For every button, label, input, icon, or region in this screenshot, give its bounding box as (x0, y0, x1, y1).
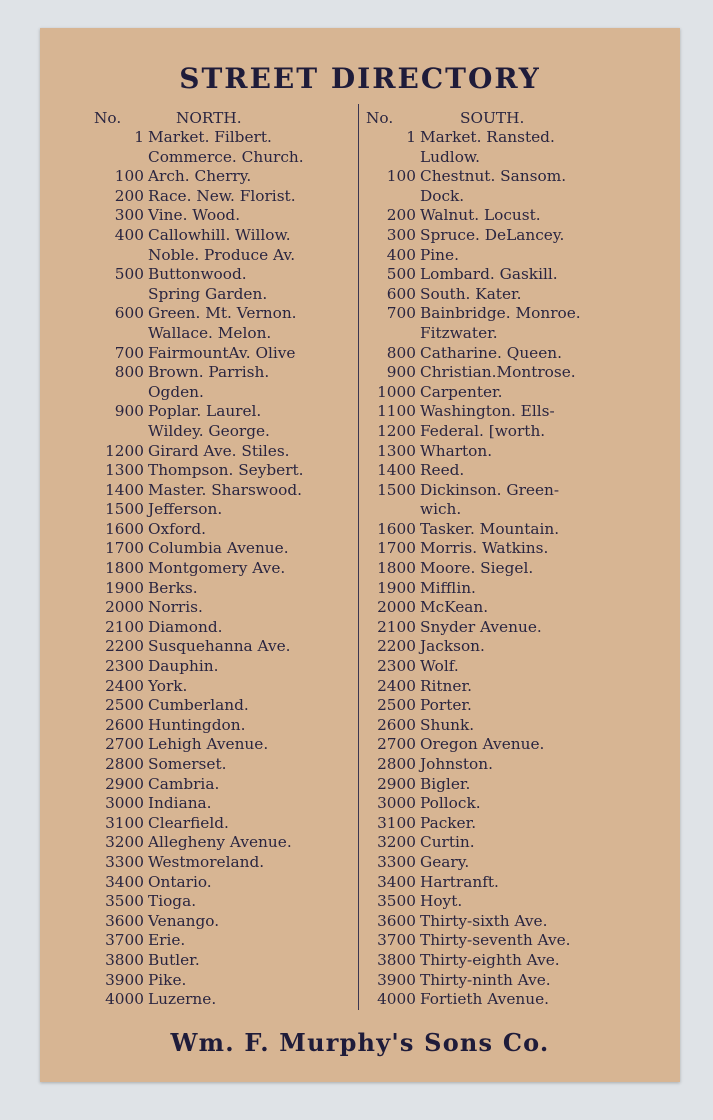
south-rows (366, 128, 676, 1010)
street-names: Thirty-ninth Ave. (420, 970, 551, 989)
block-number: 1500 (105, 500, 144, 519)
table-row (366, 755, 676, 775)
page-title: STREET DIRECTORY (179, 62, 541, 95)
south-no-label: No. (366, 109, 394, 127)
street-names: Market. Ransted. (420, 128, 555, 146)
street-names: Chestnut. Sansom. (420, 167, 567, 186)
table-row (366, 657, 676, 677)
block-number (94, 383, 148, 403)
block-number: 100 (114, 167, 144, 186)
block-number: 2700 (377, 735, 416, 754)
block-number: 600 (114, 304, 144, 323)
street-names: Spring Garden. (148, 284, 268, 303)
street-names: Curtin. (420, 833, 475, 852)
block-number: 3200 (377, 833, 416, 852)
street-names: Washington. Ells- (420, 402, 555, 421)
block-number: 1 (406, 128, 416, 146)
street-names: Shunk. (420, 715, 475, 734)
table-row (366, 990, 676, 1010)
street-names: Christian.Montrose. (420, 363, 576, 382)
street-names: Arch. Cherry. (148, 167, 252, 186)
column-divider (358, 104, 359, 1010)
street-names: Jefferson. (148, 500, 223, 519)
block-number: 300 (114, 206, 144, 225)
block-number: 800 (114, 363, 144, 382)
block-number (94, 324, 148, 344)
street-names: Clearfield. (148, 813, 229, 832)
block-number: 1700 (377, 539, 416, 558)
street-names: Walnut. Locust. (420, 206, 541, 225)
street-names: Girard Ave. Stiles. (148, 441, 290, 460)
block-number: 500 (114, 265, 144, 284)
table-row (366, 461, 676, 481)
table-row (366, 539, 676, 559)
block-number: 3000 (377, 794, 416, 813)
block-number: 3800 (105, 950, 144, 969)
street-names: Ontario. (148, 872, 212, 891)
street-names: Norris. (148, 598, 203, 617)
table-row (366, 892, 676, 912)
street-names: Butler. (148, 950, 200, 969)
street-names: Ritner. (420, 676, 472, 695)
table-row (366, 442, 676, 462)
street-names: Tioga. (148, 892, 197, 911)
block-number (94, 148, 148, 168)
block-number: 2200 (105, 637, 144, 656)
street-names: Somerset. (148, 755, 227, 773)
block-number (366, 324, 420, 344)
street-names: Fitzwater. (420, 323, 498, 342)
street-names: wich. (420, 500, 462, 519)
street-names: Poplar. Laurel. (148, 402, 262, 421)
block-number: 500 (386, 265, 416, 284)
street-names: McKean. (420, 598, 489, 617)
block-number: 2800 (105, 755, 144, 773)
street-names: Luzerne. (148, 990, 217, 1009)
street-names: Federal. [worth. (420, 421, 546, 440)
block-number: 900 (386, 363, 416, 382)
block-number: 700 (386, 304, 416, 323)
block-number: 2600 (377, 715, 416, 734)
street-names: Reed. (420, 461, 465, 480)
table-row (366, 598, 676, 618)
block-number: 400 (386, 245, 416, 264)
block-number: 2500 (377, 696, 416, 715)
table-row (366, 285, 676, 305)
street-names: Catharine. Queen. (420, 343, 562, 362)
block-number: 1800 (105, 559, 144, 578)
north-no-label: No. (94, 109, 122, 127)
block-number: 2200 (377, 637, 416, 656)
block-number: 2100 (377, 617, 416, 636)
table-row (366, 383, 676, 403)
south-header (366, 108, 676, 128)
block-number: 3300 (377, 852, 416, 871)
block-number: 3100 (105, 813, 144, 832)
block-number: 400 (114, 225, 144, 244)
table-row (366, 265, 676, 285)
street-names: Cumberland. (148, 696, 249, 715)
block-number: 3900 (105, 970, 144, 989)
table-row (366, 853, 676, 873)
street-names: South. Kater. (420, 284, 522, 303)
street-names: Geary. (420, 852, 470, 871)
street-names: Carpenter. (420, 382, 503, 401)
table-row (366, 148, 676, 168)
street-names: Ludlow. (420, 147, 481, 166)
table-row (366, 579, 676, 599)
table-row (366, 559, 676, 579)
block-number: 1300 (377, 441, 416, 460)
block-number: 1100 (377, 402, 416, 421)
street-names: Huntingdon. (148, 715, 246, 734)
table-row (366, 951, 676, 971)
block-number: 700 (114, 343, 144, 362)
street-names: Dauphin. (148, 657, 219, 676)
block-number: 3600 (105, 911, 144, 930)
block-number: 1900 (105, 578, 144, 597)
street-names: Ogden. (148, 382, 204, 401)
table-row (366, 873, 676, 893)
street-names: Cambria. (148, 774, 220, 793)
table-row (366, 324, 676, 344)
table-row (366, 422, 676, 442)
block-number: 3400 (105, 872, 144, 891)
south-label: SOUTH. (460, 109, 525, 127)
street-names: Columbia Avenue. (148, 539, 289, 558)
block-number: 2100 (105, 617, 144, 636)
street-names: Brown. Parrish. (148, 363, 270, 382)
block-number: 2000 (377, 598, 416, 617)
block-number: 3800 (377, 950, 416, 969)
street-names: Bainbridge. Monroe. (420, 304, 581, 323)
street-names: Thirty-eighth Ave. (420, 950, 560, 969)
table-row (366, 716, 676, 736)
street-names: Indiana. (148, 794, 212, 813)
table-row (366, 500, 676, 520)
table-row (366, 775, 676, 795)
block-number: 3300 (105, 852, 144, 871)
block-number: 2500 (105, 696, 144, 715)
street-names: Lehigh Avenue. (148, 735, 269, 754)
table-row (366, 618, 676, 638)
block-number (366, 187, 420, 207)
street-names: Erie. (148, 931, 186, 950)
table-row (366, 912, 676, 932)
block-number (366, 500, 420, 520)
table-row (366, 696, 676, 716)
street-names: Thompson. Seybert. (148, 461, 304, 480)
block-number: 900 (114, 402, 144, 421)
block-number: 2400 (105, 676, 144, 695)
table-row (366, 833, 676, 853)
block-number: 1400 (105, 480, 144, 499)
block-number: 3000 (105, 794, 144, 813)
block-number: 1 (134, 128, 144, 146)
street-names: Allegheny Avenue. (148, 833, 292, 852)
street-names: Tasker. Mountain. (420, 519, 560, 538)
table-row (366, 814, 676, 834)
street-names: Pine. (420, 245, 459, 264)
street-names: Susquehanna Ave. (148, 637, 291, 656)
table-row (366, 971, 676, 991)
street-names: Noble. Produce Av. (148, 245, 296, 264)
table-row (366, 226, 676, 246)
block-number: 2800 (377, 755, 416, 773)
table-row (366, 481, 676, 501)
block-number: 1600 (377, 519, 416, 538)
table-row (366, 677, 676, 697)
block-number: 600 (386, 284, 416, 303)
street-names: Fortieth Avenue. (420, 990, 549, 1009)
street-names: Diamond. (148, 617, 223, 636)
street-names: Pollock. (420, 794, 481, 813)
street-names: Oregon Avenue. (420, 735, 545, 754)
block-number: 2600 (105, 715, 144, 734)
street-names: Spruce. DeLancey. (420, 225, 565, 244)
street-names: Wildey. George. (148, 421, 270, 440)
block-number: 2000 (105, 598, 144, 617)
street-names: Thirty-sixth Ave. (420, 911, 548, 930)
table-row (366, 794, 676, 814)
table-row (366, 735, 676, 755)
block-number: 2300 (377, 657, 416, 676)
block-number: 3100 (377, 813, 416, 832)
street-names: Wallace. Melon. (148, 323, 272, 342)
block-number: 200 (386, 206, 416, 225)
street-names: Porter. (420, 696, 472, 715)
block-number: 800 (386, 343, 416, 362)
table-row (366, 402, 676, 422)
street-names: Race. New. Florist. (148, 186, 296, 205)
street-names: Westmoreland. (148, 852, 265, 871)
table-row (366, 167, 676, 187)
block-number (94, 285, 148, 305)
street-names: Mifflin. (420, 578, 476, 597)
block-number: 3400 (377, 872, 416, 891)
street-names: Montgomery Ave. (148, 559, 286, 578)
street-names: Snyder Avenue. (420, 617, 542, 636)
block-number: 3200 (105, 833, 144, 852)
block-number: 1200 (105, 441, 144, 460)
street-names: Packer. (420, 813, 477, 832)
block-number: 3900 (377, 970, 416, 989)
street-names: Jackson. (420, 637, 485, 656)
street-names: Dickinson. Green- (420, 480, 560, 499)
table-row (366, 206, 676, 226)
street-names: Dock. (420, 186, 465, 205)
block-number: 1200 (377, 421, 416, 440)
block-number: 200 (114, 186, 144, 205)
table-row (366, 637, 676, 657)
block-number: 4000 (377, 990, 416, 1009)
directory-card (40, 28, 680, 1082)
street-names: York. (148, 676, 188, 695)
table-row (366, 187, 676, 207)
table-row (366, 931, 676, 951)
street-names: Bigler. (420, 774, 471, 793)
street-names: FairmountAv. Olive (148, 343, 296, 362)
block-number: 1800 (377, 559, 416, 578)
street-names: Green. Mt. Vernon. (148, 304, 297, 323)
block-number: 1500 (377, 480, 416, 499)
south-column (366, 108, 676, 1010)
block-number: 1700 (105, 539, 144, 558)
street-names: Commerce. Church. (148, 147, 304, 166)
street-names: Master. Sharswood. (148, 480, 302, 499)
street-names: Venango. (148, 911, 220, 930)
street-names: Market. Filbert. (148, 128, 272, 146)
table-row (366, 344, 676, 364)
street-names: Pike. (148, 970, 187, 989)
table-row (366, 128, 676, 148)
block-number: 2900 (105, 774, 144, 793)
street-names: Buttonwood. (148, 265, 247, 284)
north-label: NORTH. (176, 109, 242, 127)
block-number: 3500 (377, 892, 416, 911)
block-number: 1300 (105, 461, 144, 480)
table-row (366, 246, 676, 266)
street-names: Hoyt. (420, 892, 463, 911)
street-names: Vine. Wood. (148, 206, 241, 225)
block-number: 3600 (377, 911, 416, 930)
block-number: 3700 (105, 931, 144, 950)
block-number (366, 148, 420, 168)
block-number: 2400 (377, 676, 416, 695)
table-row (366, 304, 676, 324)
table-row (366, 363, 676, 383)
block-number: 2700 (105, 735, 144, 754)
street-names: Hartranft. (420, 872, 499, 891)
street-names: Wolf. (420, 657, 459, 676)
street-names: Johnston. (420, 755, 493, 773)
street-names: Lombard. Gaskill. (420, 265, 558, 284)
street-names: Oxford. (148, 519, 207, 538)
block-number: 4000 (105, 990, 144, 1009)
block-number: 1400 (377, 461, 416, 480)
street-names: Moore. Siegel. (420, 559, 534, 578)
block-number (94, 246, 148, 266)
street-names: Morris. Watkins. (420, 539, 549, 558)
block-number: 3700 (377, 931, 416, 950)
street-names: Berks. (148, 578, 198, 597)
table-row (366, 520, 676, 540)
block-number: 300 (386, 225, 416, 244)
block-number: 1600 (105, 519, 144, 538)
publisher-footer: Wm. F. Murphy's Sons Co. (170, 1028, 550, 1057)
block-number: 3500 (105, 892, 144, 911)
block-number (94, 422, 148, 442)
block-number: 2900 (377, 774, 416, 793)
street-names: Wharton. (420, 441, 493, 460)
block-number: 100 (386, 167, 416, 186)
street-names: Thirty-seventh Ave. (420, 931, 571, 950)
street-names: Callowhill. Willow. (148, 225, 291, 244)
block-number: 1900 (377, 578, 416, 597)
block-number: 1000 (377, 382, 416, 401)
block-number: 2300 (105, 657, 144, 676)
